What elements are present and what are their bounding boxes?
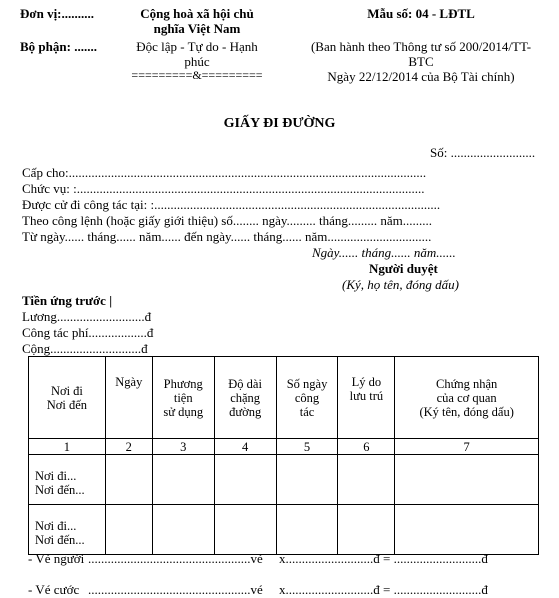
issued-by-line2: BTC	[408, 54, 434, 69]
table-row	[29, 505, 539, 555]
header-transport: Phương tiện sử dụng	[152, 357, 214, 439]
header-certification: Chứng nhận của cơ quan (Ký tên, đóng dấu)	[395, 357, 539, 439]
field-sent-to: Được cử đi công tác tại: :........................................................................................	[22, 197, 441, 212]
advance-heading: Tiền ứng trước |	[22, 293, 113, 308]
column-number: 7	[395, 439, 539, 455]
header-reason: Lý do lưu trú	[338, 357, 395, 439]
freight-ticket-count: ..................................................vé	[88, 582, 263, 597]
field-issued-to: Cấp cho:..............................................................................................................	[22, 165, 427, 180]
field-order: Theo công lệnh (hoặc giấy giới thiệu) số........ ngày......... tháng......... năm.........	[22, 213, 433, 228]
passenger-ticket-count: ..................................................vé	[88, 551, 263, 566]
header-days: Số ngày công tác	[276, 357, 338, 439]
table-cell	[395, 455, 539, 505]
advance-salary: Lương...........................đ	[22, 309, 152, 324]
freight-ticket-label: - Vé cước	[28, 582, 80, 597]
passenger-ticket-label: - Vé người	[28, 551, 85, 566]
header-date: Ngày	[105, 357, 152, 439]
table-row	[29, 455, 539, 505]
table-header-row	[29, 357, 539, 439]
table-cell	[214, 455, 276, 505]
from-to-cell: Nơi đi... Nơi đến...	[29, 455, 106, 505]
column-number: 4	[214, 439, 276, 455]
column-number: 5	[276, 439, 338, 455]
approver-sign-note: (Ký, họ tên, đóng dấu)	[342, 277, 459, 292]
motto-line1: Độc lập - Tự do - Hạnh	[136, 39, 258, 54]
passenger-ticket-amount: x...........................đ = ...........................đ	[279, 551, 488, 566]
column-number: 3	[152, 439, 214, 455]
country-name-line2: nghĩa Việt Nam	[153, 21, 241, 36]
unit-label: Đơn vị:..........	[20, 6, 95, 21]
table-cell	[214, 505, 276, 555]
table-cell	[395, 505, 539, 555]
from-to-cell: Nơi đi... Nơi đến...	[29, 505, 106, 555]
field-position: Chức vụ: :...........................................................................................................	[22, 181, 425, 196]
motto-line2: phúc	[184, 54, 210, 69]
table-cell	[276, 505, 338, 555]
column-number: 2	[105, 439, 152, 455]
table-cell	[105, 455, 152, 505]
advance-per-diem: Công tác phí..................đ	[22, 325, 154, 340]
form-code: Mẫu số: 04 - LĐTL	[367, 6, 475, 21]
travel-table	[28, 356, 539, 555]
header-separator: =========&=========	[131, 68, 263, 82]
table-cell	[105, 505, 152, 555]
field-period: Từ ngày...... tháng...... năm...... đến ngày...... tháng...... năm................................	[22, 229, 432, 244]
table-cell	[152, 505, 214, 555]
approver-title: Người duyệt	[369, 261, 438, 276]
column-number: 1	[29, 439, 106, 455]
header-from-to: Nơi đi Nơi đến	[29, 357, 106, 439]
document-number: Số: ..........................	[430, 145, 536, 160]
column-number: 6	[338, 439, 395, 455]
table-number-row	[29, 439, 539, 455]
country-name-line1: Cộng hoà xã hội chủ	[140, 6, 254, 21]
department-label: Bộ phận: .......	[20, 39, 97, 54]
table-cell	[152, 455, 214, 505]
table-cell	[276, 455, 338, 505]
freight-ticket-amount: x...........................đ = ...........................đ	[279, 582, 488, 597]
table-cell	[338, 455, 395, 505]
document-title: GIẤY ĐI ĐƯỜNG	[223, 116, 336, 131]
issued-by-line1: (Ban hành theo Thông tư số 200/2014/TT-	[310, 39, 532, 54]
advance-total: Cộng............................đ	[22, 341, 148, 356]
table-cell	[338, 505, 395, 555]
issued-by-line3: Ngày 22/12/2014 của Bộ Tài chính)	[327, 69, 515, 84]
approval-date: Ngày...... tháng...... năm......	[312, 245, 456, 260]
header-distance: Độ dài chặng đường	[214, 357, 276, 439]
